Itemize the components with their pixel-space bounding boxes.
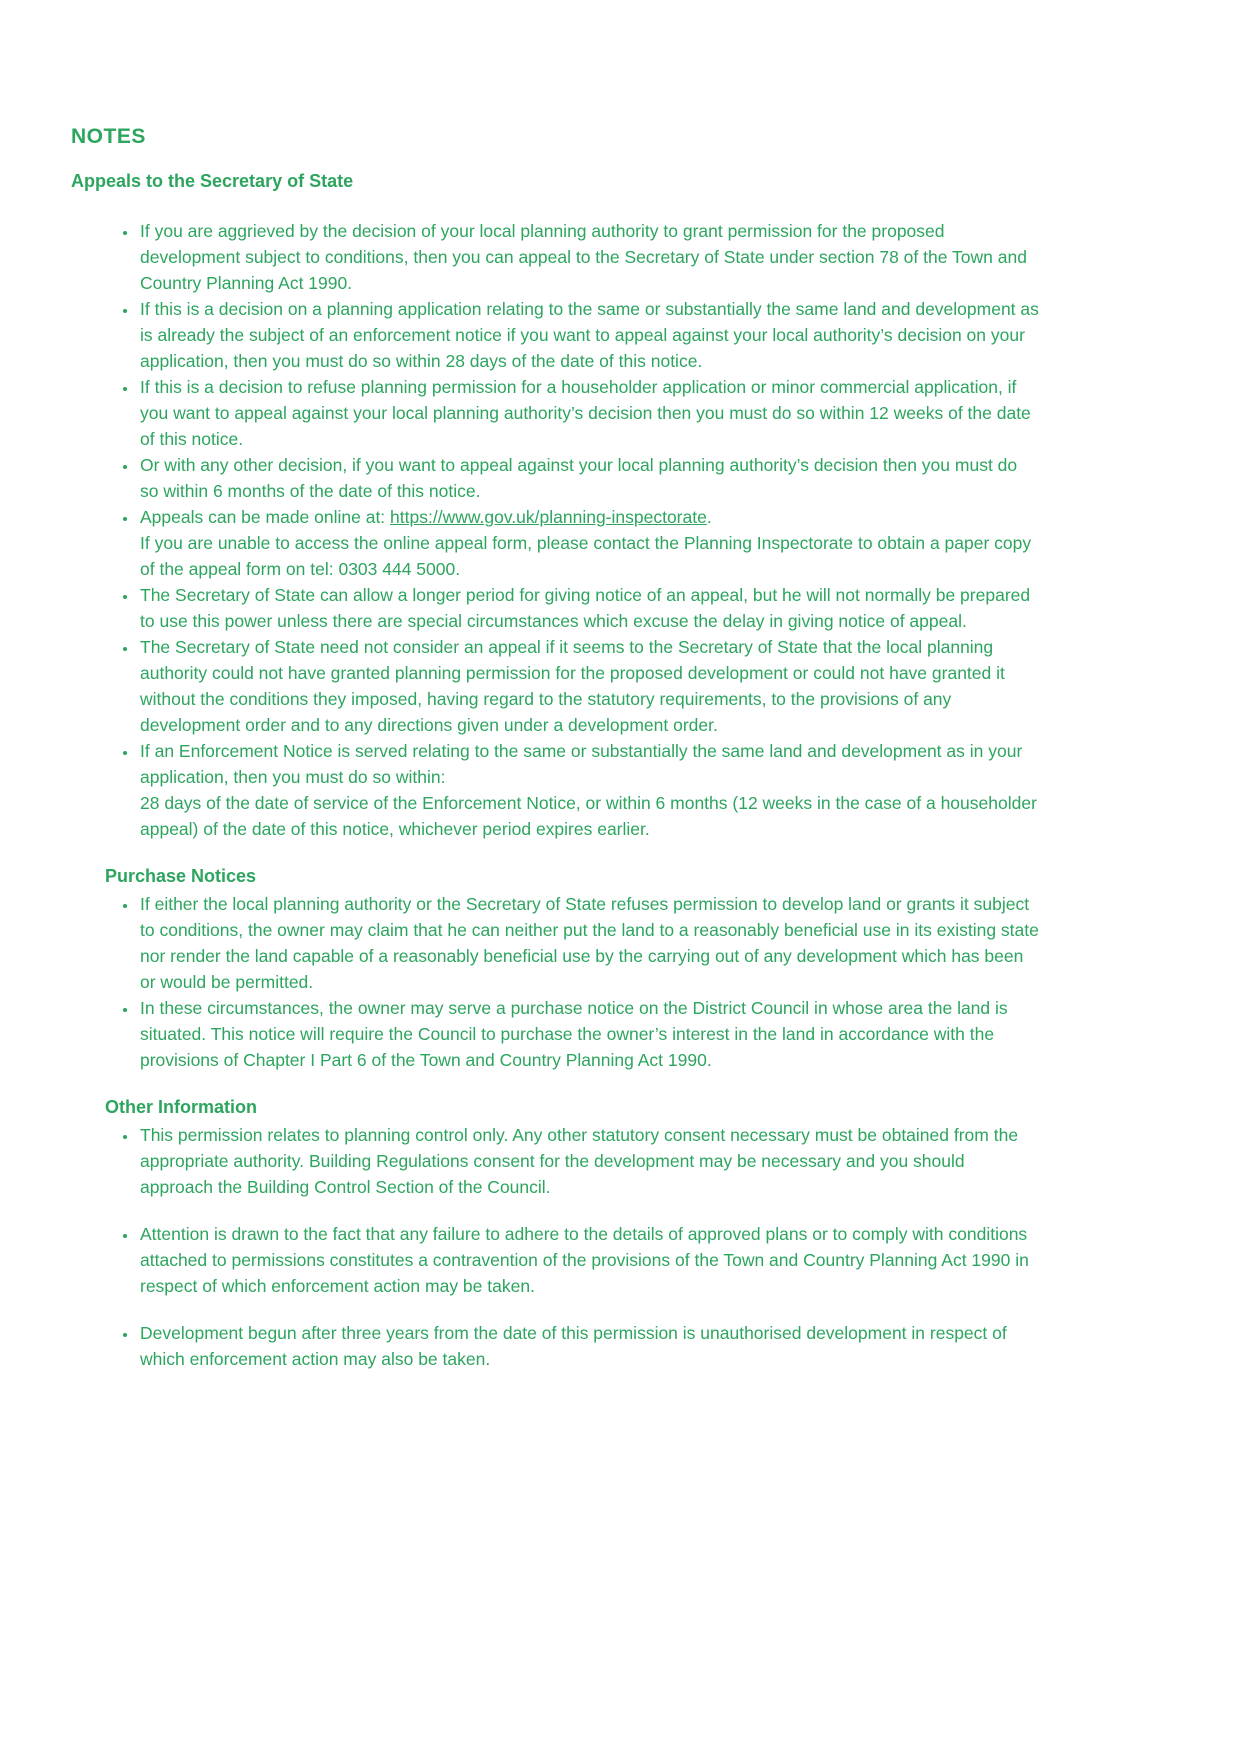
- bullet-text: Attention is drawn to the fact that any failure to adhere to the details of approved plans or to comply with conditions attached to permissions constitutes a contravention of the provisions of the Town and Country Planning Act 1990 in respect of which enforcement action may be taken.: [140, 1224, 1029, 1296]
- bullet-text: If an Enforcement Notice is served relating to the same or substantially the same land and development as in your application, then you must do so within:: [140, 741, 1023, 787]
- bullet-text: If either the local planning authority or the Secretary of State refuses permission to develop land or grants it subject to conditions, the owner may claim that he can neither put the land to a reasonably beneficial use in its existing state nor render the land capable of a reasonably beneficial use by the carrying out of any development which has been or would be permitted.: [140, 894, 1039, 992]
- bullet-list: [71, 1122, 1040, 1372]
- bullet-item: [138, 995, 1040, 1073]
- bullet-list: [71, 891, 1040, 1073]
- bullet-item: [138, 504, 1040, 582]
- section-heading: Purchase Notices: [105, 866, 257, 886]
- sections: [71, 171, 1040, 1372]
- section: [71, 866, 1040, 1073]
- bullet-text: In these circumstances, the owner may serve a purchase notice on the District Council in whose area the land is situated. This notice will require the Council to purchase the owner’s interest in the land in accordance with the provisions of Chapter I Part 6 of the Town and Country Planning Act 1990.: [140, 998, 1008, 1070]
- bullet-text: If you are unable to access the online appeal form, please contact the Planning Inspectorate to obtain a paper copy of the appeal form on tel: 0303 444 5000.: [140, 533, 1032, 579]
- section-heading: Appeals to the Secretary of State: [71, 171, 354, 191]
- section: [71, 1097, 1040, 1372]
- planning-inspectorate-link[interactable]: https://www.gov.uk/planning-inspectorate: [390, 507, 707, 527]
- section: [71, 171, 1040, 842]
- bullet-text: .: [706, 507, 712, 527]
- bullet-text: 28 days of the date of service of the Enforcement Notice, or within 6 months (12 weeks in the case of a householder appeal) of the date of this notice, whichever period expires earlier.: [140, 793, 1037, 839]
- bullet-item: [138, 1320, 1040, 1372]
- bullet-item: [138, 374, 1040, 452]
- bullet-text: Development begun after three years from the date of this permission is unauthorised development in respect of which enforcement action may also be taken.: [140, 1323, 1007, 1369]
- bullet-text: This permission relates to planning control only. Any other statutory consent necessary must be obtained from the appropriate authority. Building Regulations consent for the development may be necessary and you should approach the Building Control Section of the Council.: [140, 1125, 1019, 1197]
- bullet-item: [138, 738, 1040, 842]
- bullet-item: [138, 1122, 1040, 1200]
- bullet-text: Or with any other decision, if you want to appeal against your local planning authority’s decision then you must do so within 6 months of the date of this notice.: [140, 455, 1018, 501]
- section-heading: Other Information: [105, 1097, 257, 1117]
- bullet-text: Appeals can be made online at:: [140, 507, 391, 527]
- page-title: NOTES: [71, 125, 146, 148]
- bullet-text: The Secretary of State can allow a longer period for giving notice of an appeal, but he will not normally be prepared to use this power unless there are special circumstances which excuse the delay in giving notice of appeal.: [140, 585, 1031, 631]
- bullet-item: [138, 296, 1040, 374]
- bullet-text: If this is a decision on a planning application relating to the same or substantially the same land and development as is already the subject of an enforcement notice if you want to appeal against your local authority’s decision on your application, then you must do so within 28 days of the date of this notice.: [140, 299, 1039, 371]
- bullet-text: If you are aggrieved by the decision of your local planning authority to grant permission for the proposed development subject to conditions, then you can appeal to the Secretary of State under section 78 of the Town and Country Planning Act 1990.: [140, 221, 1027, 293]
- bullet-item: [138, 891, 1040, 995]
- bullet-list: [71, 218, 1040, 842]
- bullet-item: [138, 582, 1040, 634]
- bullet-item: [138, 1221, 1040, 1299]
- bullet-item: [138, 452, 1040, 504]
- bullet-item: [138, 634, 1040, 738]
- bullet-text: The Secretary of State need not consider an appeal if it seems to the Secretary of State that the local planning authority could not have granted planning permission for the proposed development or could not have granted it without the conditions they imposed, having regard to the statutory requirements, to the provisions of any development order and to any directions given under a development order.: [140, 637, 1005, 735]
- bullet-item: [138, 218, 1040, 296]
- bullet-text: If this is a decision to refuse planning permission for a householder application or minor commercial application, if you want to appeal against your local planning authority’s decision then you must do so within 12 weeks of the date of this notice.: [140, 377, 1031, 449]
